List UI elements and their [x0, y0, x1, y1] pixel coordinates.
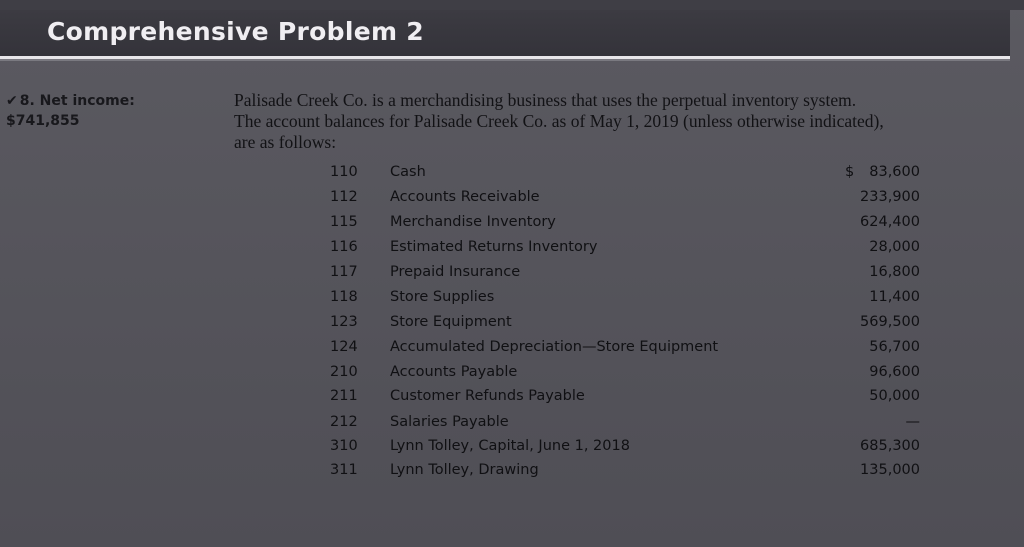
account-number: 123	[330, 314, 358, 330]
top-strip	[0, 0, 1024, 10]
account-number: 115	[330, 214, 358, 230]
account-name: Lynn Tolley, Capital, June 1, 2018	[390, 438, 630, 454]
title-banner	[0, 10, 1010, 59]
account-amount: 624,400	[860, 214, 920, 230]
account-amount: 11,400	[869, 289, 920, 305]
problem-intro	[234, 90, 1024, 153]
account-number: 212	[330, 414, 358, 430]
account-name: Estimated Returns Inventory	[390, 239, 598, 255]
intro-line: Palisade Creek Co. is a merchandising business that uses the perpetual inventory system.	[234, 90, 857, 110]
account-name: Customer Refunds Payable	[390, 388, 585, 404]
account-name: Salaries Payable	[390, 414, 509, 430]
account-name: Accounts Payable	[390, 364, 518, 380]
checkmark-icon: ✔	[6, 93, 18, 109]
banner-rule	[0, 59, 1010, 61]
account-number: 210	[330, 364, 358, 380]
account-number: 310	[330, 438, 358, 454]
account-number: 117	[330, 264, 358, 280]
account-amount: 135,000	[860, 462, 920, 478]
account-name: Prepaid Insurance	[390, 264, 521, 280]
account-name: Store Supplies	[390, 289, 495, 305]
answer-label: 8. Net income:	[19, 93, 135, 109]
account-number: 311	[330, 462, 358, 478]
account-name: Cash	[390, 164, 426, 180]
intro-line: are as follows:	[234, 132, 337, 152]
account-name: Store Equipment	[390, 314, 512, 330]
account-number: 116	[330, 239, 358, 255]
account-number: 110	[330, 164, 358, 180]
currency-symbol: $	[845, 164, 855, 180]
account-amount: 96,600	[869, 364, 920, 380]
account-number: 118	[330, 289, 358, 305]
account-amount: 83,600	[869, 164, 920, 180]
page-title: Comprehensive Problem 2	[47, 17, 425, 46]
account-amount: 685,300	[860, 438, 920, 454]
account-name: Accumulated Depreciation—Store Equipment	[390, 339, 719, 355]
answer-value: $741,855	[6, 113, 80, 129]
answer-note	[6, 91, 135, 131]
account-name: Accounts Receivable	[390, 189, 540, 205]
account-amount: 233,900	[860, 189, 920, 205]
account-name: Lynn Tolley, Drawing	[390, 462, 539, 478]
account-amount: 28,000	[869, 239, 920, 255]
account-amount: 16,800	[869, 264, 920, 280]
account-number: 124	[330, 339, 358, 355]
account-name: Merchandise Inventory	[390, 214, 556, 230]
account-number: 112	[330, 189, 358, 205]
account-amount: 56,700	[869, 339, 920, 355]
account-number: 211	[330, 388, 358, 404]
account-amount: 50,000	[869, 388, 920, 404]
account-amount: 569,500	[860, 314, 920, 330]
intro-line: The account balances for Palisade Creek Co. as of May 1, 2019 (unless otherwise indicated),	[234, 111, 884, 131]
account-amount: —	[905, 414, 920, 430]
